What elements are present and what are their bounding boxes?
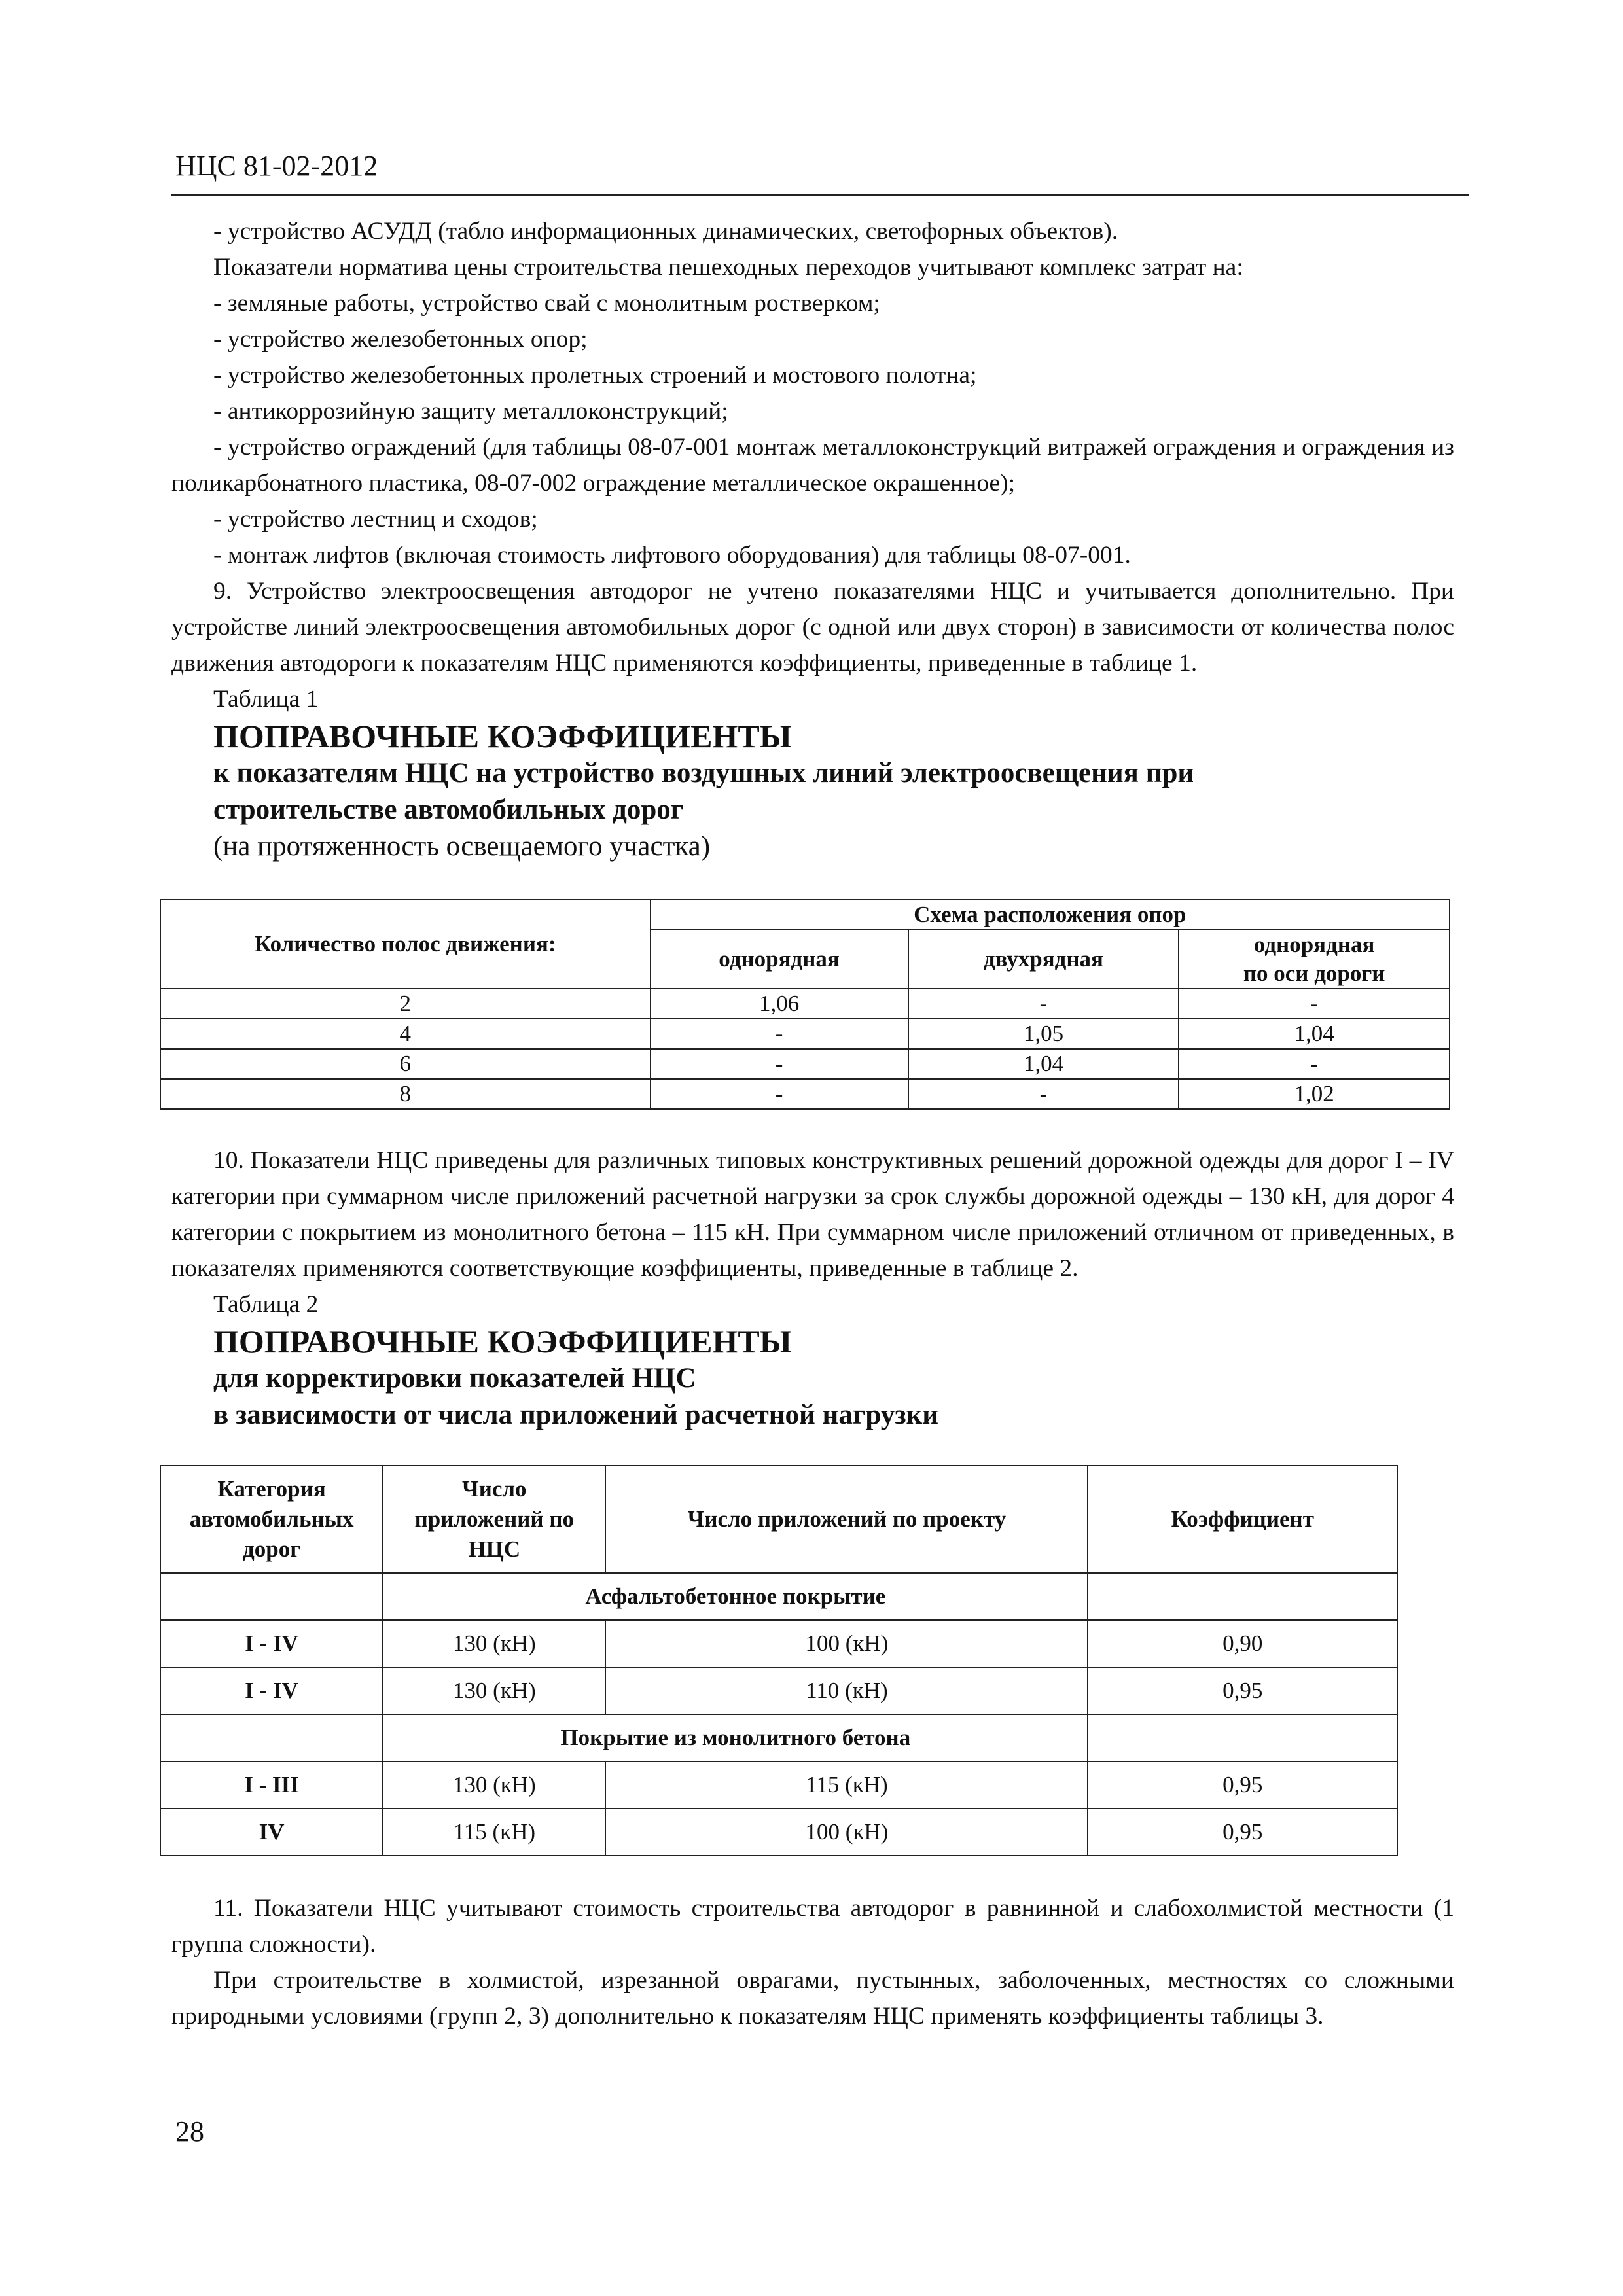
page-body — [171, 213, 1454, 2034]
table-section-row — [160, 1714, 1397, 1761]
cell-category: I - IV — [160, 1667, 383, 1714]
column-header-category-line3: дорог — [243, 1536, 301, 1562]
cell-axis: - — [1179, 989, 1450, 1019]
table-row — [160, 1079, 1450, 1109]
list-item: - устройство лестниц и сходов; — [213, 506, 538, 533]
column-header-axis-line1: однорядная — [1253, 932, 1375, 957]
empty-cell — [1088, 1714, 1397, 1761]
cell-lanes: 2 — [160, 989, 651, 1019]
column-header-double-row: двухрядная — [908, 930, 1179, 989]
cell-project-loads: 110 (кН) — [605, 1667, 1088, 1714]
table-section-row — [160, 1573, 1397, 1620]
table1-subtitle: к показателям НЦС на устройство воздушных линий электроосвещения при — [213, 758, 1194, 788]
list-item: - устройство железобетонных опор; — [213, 326, 588, 353]
table-row — [160, 1809, 1397, 1856]
column-group-header: Схема расположения опор — [651, 900, 1450, 930]
table-header-row — [160, 1466, 1397, 1573]
column-header-axis — [1179, 930, 1450, 989]
cell-coefficient: 0,95 — [1088, 1667, 1397, 1714]
table1-title: ПОПРАВОЧНЫЕ КОЭФФИЦИЕНТЫ — [213, 718, 792, 754]
column-header-lanes: Количество полос движения: — [160, 900, 651, 989]
column-header-ncs-line3: НЦС — [468, 1536, 521, 1562]
cell-category: IV — [160, 1809, 383, 1856]
cell-coefficient: 0,90 — [1088, 1620, 1397, 1667]
page-number: 28 — [175, 2115, 204, 2147]
cell-ncs-loads: 130 (кН) — [383, 1620, 605, 1667]
table2 — [160, 1465, 1398, 1856]
column-header-axis-line2: по оси дороги — [1243, 961, 1385, 986]
cell-single-row: 1,06 — [651, 989, 908, 1019]
paragraph: 10. Показатели НЦС приведены для различных типовых конструктивных решений дорожной одежды для дорог I – IV категории при суммарном числе приложений расчетной нагрузки за срок службы дорожной одежды – 130 кН, для дорог 4 категории с покрытием из монолитного бетона – 115 кН. При суммарном числе приложений отличном от приведенных, в показателях применяются соответствующие коэффициенты, приведенные в таблице 2. — [171, 1147, 1454, 1282]
table2-subtitle: в зависимости от числа приложений расчетной нагрузки — [213, 1400, 939, 1430]
table1-subtitle-note: (на протяженность освещаемого участка) — [213, 831, 711, 862]
table2-title: ПОПРАВОЧНЫЕ КОЭФФИЦИЕНТЫ — [213, 1323, 792, 1360]
column-header-category-line1: Категория — [217, 1476, 326, 1502]
table-row — [160, 1667, 1397, 1714]
paragraph: 11. Показатели НЦС учитывают стоимость строительства автодорог в равнинной и слабохолмистой местности (1 группа сложности). — [171, 1895, 1454, 1958]
document-code-header: НЦС 81-02-2012 — [175, 150, 378, 182]
table1-label: Таблица 1 — [213, 686, 319, 713]
spacer — [171, 1856, 1454, 1890]
table-row — [160, 1049, 1450, 1079]
column-header-coefficient: Коэффициент — [1088, 1466, 1397, 1573]
table1-subtitle: строительстве автомобильных дорог — [213, 794, 684, 825]
table-row — [160, 1761, 1397, 1809]
list-item: - устройство железобетонных пролетных строений и мостового полотна; — [213, 362, 977, 389]
column-header-ncs-line1: Число — [462, 1476, 527, 1502]
list-item: - монтаж лифтов (включая стоимость лифтового оборудования) для таблицы 08-07-001. — [213, 542, 1131, 569]
paragraph: 9. Устройство электроосвещения автодорог не учтено показателями НЦС и учитывается дополнительно. При устройстве линий электроосвещения автомобильных дорог (с одной или двух сторон) в зависимости от количества полос движения автодороги к показателям НЦС применяются коэффициенты, приведенные в таблице 1. — [171, 578, 1454, 677]
cell-double-row: 1,04 — [908, 1049, 1179, 1079]
section-title-concrete: Покрытие из монолитного бетона — [383, 1714, 1088, 1761]
cell-coefficient: 0,95 — [1088, 1761, 1397, 1809]
list-item: - антикоррозийную защиту металлоконструкций; — [213, 398, 728, 425]
cell-single-row: - — [651, 1019, 908, 1049]
cell-axis: - — [1179, 1049, 1450, 1079]
cell-ncs-loads: 130 (кН) — [383, 1761, 605, 1809]
table1 — [160, 899, 1450, 1110]
paragraph: При строительстве в холмистой, изрезанной оврагами, пустынных, заболоченных, местностях со сложными природными условиями (групп 2, 3) дополнительно к показателям НЦС применять коэффициенты таблицы 3. — [171, 1967, 1454, 2030]
cell-project-loads: 100 (кН) — [605, 1809, 1088, 1856]
cell-lanes: 4 — [160, 1019, 651, 1049]
column-header-category-line2: автомобильных — [189, 1506, 354, 1532]
cell-project-loads: 100 (кН) — [605, 1620, 1088, 1667]
cell-project-loads: 115 (кН) — [605, 1761, 1088, 1809]
column-header-ncs-loads — [383, 1466, 605, 1573]
cell-axis: 1,02 — [1179, 1079, 1450, 1109]
column-header-project-loads: Число приложений по проекту — [605, 1466, 1088, 1573]
list-item: - земляные работы, устройство свай с монолитным ростверком; — [213, 290, 880, 317]
spacer — [171, 1110, 1454, 1142]
paragraph: Показатели норматива цены строительства пешеходных переходов учитывают комплекс затрат на: — [213, 254, 1243, 281]
paragraph: - устройство АСУДД (табло информационных динамических, светофорных объектов). — [213, 218, 1118, 245]
cell-coefficient: 0,95 — [1088, 1809, 1397, 1856]
cell-lanes: 6 — [160, 1049, 651, 1079]
table2-label: Таблица 2 — [213, 1291, 319, 1318]
cell-category: I - III — [160, 1761, 383, 1809]
cell-category: I - IV — [160, 1620, 383, 1667]
table-row — [160, 1019, 1450, 1049]
empty-cell — [160, 1573, 383, 1620]
empty-cell — [1088, 1573, 1397, 1620]
cell-ncs-loads: 115 (кН) — [383, 1809, 605, 1856]
table-row — [160, 989, 1450, 1019]
table-header-row — [160, 900, 1450, 930]
table2-subtitle: для корректировки показателей НЦС — [213, 1363, 696, 1394]
cell-ncs-loads: 130 (кН) — [383, 1667, 605, 1714]
cell-single-row: - — [651, 1049, 908, 1079]
column-header-category — [160, 1466, 383, 1573]
column-header-ncs-line2: приложений по — [414, 1506, 574, 1532]
empty-cell — [160, 1714, 383, 1761]
cell-double-row: - — [908, 1079, 1179, 1109]
cell-lanes: 8 — [160, 1079, 651, 1109]
section-title-asphalt: Асфальтобетонное покрытие — [383, 1573, 1088, 1620]
table-row — [160, 1620, 1397, 1667]
cell-double-row: 1,05 — [908, 1019, 1179, 1049]
cell-single-row: - — [651, 1079, 908, 1109]
header-divider — [171, 194, 1469, 196]
cell-axis: 1,04 — [1179, 1019, 1450, 1049]
list-item: - устройство ограждений (для таблицы 08-07-001 монтаж металлоконструкций витражей ограждения и ограждения из поликарбонатного пластика, 08-07-002 ограждение металлическое окрашенное); — [171, 434, 1454, 497]
cell-double-row: - — [908, 989, 1179, 1019]
column-header-single-row: однорядная — [651, 930, 908, 989]
